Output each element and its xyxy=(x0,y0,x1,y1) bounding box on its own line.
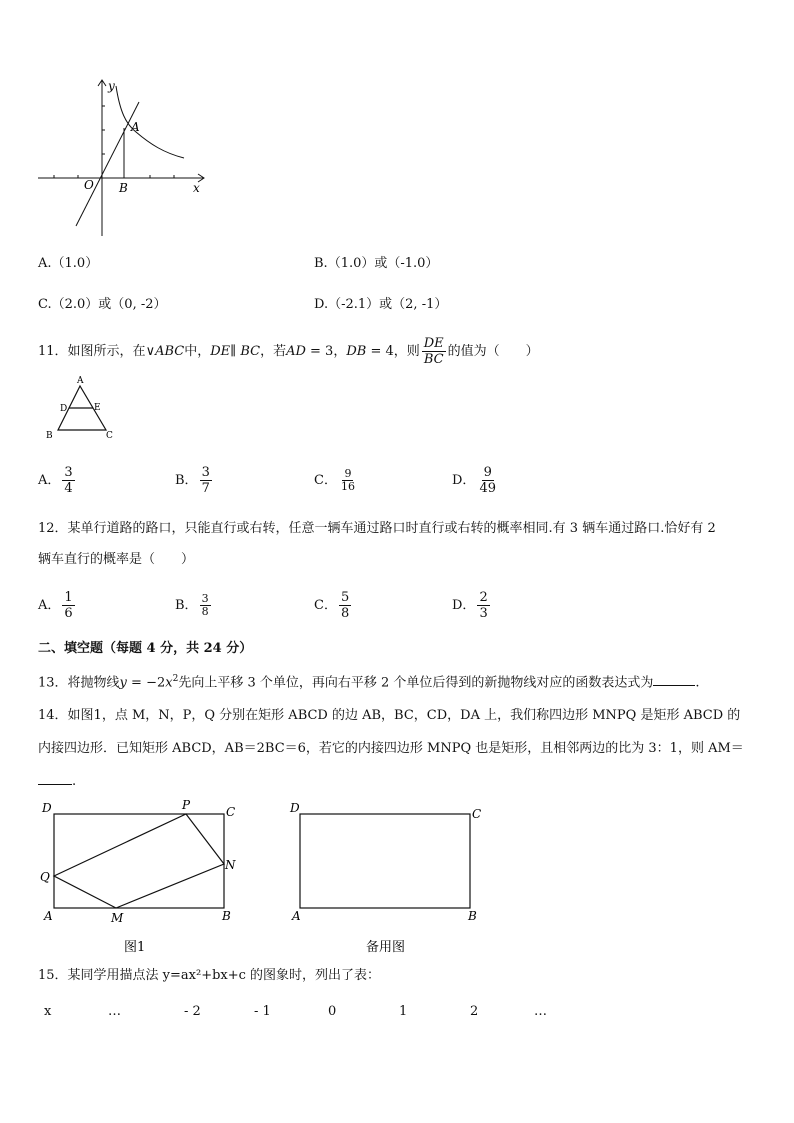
option-text: （2.0）或（0, -2） xyxy=(51,297,167,312)
option-fraction xyxy=(339,590,351,621)
vertex-d-label: D xyxy=(290,801,300,815)
option-key: A． xyxy=(38,473,61,488)
fraction-denominator: 8 xyxy=(201,605,209,618)
stem-text: = 4，则 xyxy=(366,344,420,359)
option-key: B. xyxy=(314,256,328,271)
q14-stem-line1: 14．如图1，点 M，N，P，Q 分别在矩形 ABCD 的边 AB，BC，CD，DA 上，我们称四边形 MNPQ 是矩形 ABCD 的 xyxy=(38,708,741,723)
stem-text: ，若 xyxy=(260,344,287,359)
stem-text: 中， xyxy=(184,344,211,359)
triangle-symbol: ∨ xyxy=(145,344,156,359)
q12-option-c[interactable] xyxy=(314,587,353,625)
q14-figure-1 xyxy=(36,796,246,958)
vertex-b-label: B xyxy=(468,909,477,923)
point-e-label: E xyxy=(94,403,101,413)
option-fraction xyxy=(200,465,212,496)
option-key: A. xyxy=(38,256,52,271)
fraction-denominator: 16 xyxy=(340,480,355,493)
option-text: （1.0） xyxy=(51,256,99,271)
fraction-numerator: 9 xyxy=(344,467,352,480)
parallel-symbol: ∥ xyxy=(230,344,237,359)
option-key: B． xyxy=(175,598,198,613)
q10-option-b[interactable] xyxy=(314,256,438,272)
q12-option-d[interactable] xyxy=(452,587,492,625)
q13-stem xyxy=(38,671,700,691)
option-key: A． xyxy=(38,598,61,613)
figure-caption: 备用图 xyxy=(366,940,406,955)
fraction-denominator: 7 xyxy=(201,481,210,496)
fraction-numerator: 3 xyxy=(64,465,73,480)
option-fraction xyxy=(62,465,74,496)
option-fraction xyxy=(62,590,74,621)
fraction-denominator: 4 xyxy=(64,481,73,496)
fraction-numerator: 1 xyxy=(64,590,73,605)
q12-stem-line1: 12．某单行道路的路口，只能直行或右转，任意一辆车通过路口时直行或右转的概率相同.有 3 辆车通过路口.恰好有 2 xyxy=(38,521,716,536)
exponent: 2 xyxy=(172,674,179,684)
stem-text: 的值为（ ） xyxy=(447,344,539,359)
option-fraction xyxy=(477,590,489,621)
point-m-label: M xyxy=(111,911,124,925)
triangle-name: ABC xyxy=(155,344,185,359)
fraction-numerator: 3 xyxy=(201,592,209,605)
fraction-numerator: 9 xyxy=(483,465,492,480)
vertex-c-label: C xyxy=(472,807,482,821)
vertex-a-label: A xyxy=(292,909,301,923)
q15-stem: 15．某同学用描点法 y=ax²+bx+c 的图象时，列出了表： xyxy=(38,968,381,983)
fraction-denominator: 8 xyxy=(340,606,350,621)
table-cell: - 1 xyxy=(254,1004,271,1019)
table-cell: … xyxy=(108,1004,121,1019)
segment-bc: BC xyxy=(240,344,261,359)
q10-option-a[interactable] xyxy=(38,256,98,272)
q11-stem xyxy=(38,336,539,367)
segment-ad: AD xyxy=(286,344,306,359)
q11-option-b[interactable] xyxy=(175,462,214,500)
vertex-b-label: B xyxy=(222,909,231,923)
vertex-d-label: D xyxy=(42,801,52,815)
point-d-label: D xyxy=(60,404,68,414)
option-fraction xyxy=(200,593,211,618)
table-cell: 0 xyxy=(328,1004,337,1019)
stem-text: = 3， xyxy=(305,344,347,359)
fraction-numerator: 2 xyxy=(479,590,488,605)
q14-figure-backup xyxy=(284,796,494,958)
option-key: C． xyxy=(314,473,337,488)
fraction-denominator: BC xyxy=(423,352,444,367)
table-cell: 1 xyxy=(399,1004,408,1019)
answer-blank[interactable] xyxy=(38,772,72,785)
segment-de: DE xyxy=(210,344,231,359)
q10-option-d[interactable] xyxy=(314,297,447,313)
point-b-label: B xyxy=(119,181,128,195)
table-cell: 2 xyxy=(470,1004,479,1019)
q12-stem-line2: 辆车直行的概率是（ ） xyxy=(38,552,195,567)
q15-table-row xyxy=(38,1004,578,1022)
question-number: 11． xyxy=(38,344,68,359)
vertex-c-label: C xyxy=(106,431,113,440)
q12-option-a[interactable] xyxy=(38,587,77,625)
q11-option-d[interactable] xyxy=(452,462,500,500)
var-y: y xyxy=(119,675,127,691)
vertex-b-label: B xyxy=(46,431,53,440)
segment-db: DB xyxy=(346,344,367,359)
q10-graph xyxy=(36,76,216,238)
figure-caption: 图1 xyxy=(124,940,146,955)
point-n-label: N xyxy=(225,858,236,872)
var-x: x xyxy=(165,675,173,691)
point-a-label: A xyxy=(131,120,140,134)
option-fraction xyxy=(477,465,498,496)
option-text: （1.0）或（-1.0） xyxy=(327,256,439,271)
section-title-fill-in: 二、填空题（每题 4 分，共 24 分） xyxy=(38,641,253,656)
option-key: D. xyxy=(314,297,329,312)
vertex-c-label: C xyxy=(226,805,236,819)
q10-option-c[interactable] xyxy=(38,297,167,313)
stem-text: 13．将抛物线 xyxy=(38,675,120,691)
q11-option-c[interactable] xyxy=(314,462,359,500)
option-key: C． xyxy=(314,598,337,613)
option-key: D． xyxy=(452,473,476,488)
vertex-a-label: A xyxy=(77,376,84,386)
option-fraction xyxy=(339,468,357,493)
table-cell: … xyxy=(534,1004,547,1019)
fraction-denominator: 49 xyxy=(479,481,496,496)
stem-text: . xyxy=(695,675,700,691)
y-axis-label: y xyxy=(108,79,115,93)
q12-option-b[interactable] xyxy=(175,587,213,625)
linear-function-line xyxy=(76,102,139,226)
table-cell: x xyxy=(44,1004,52,1019)
stem-text: . xyxy=(72,774,77,789)
fraction-numerator: 3 xyxy=(201,465,210,480)
rectangle-abcd xyxy=(300,814,470,908)
fraction-numerator: 5 xyxy=(340,590,350,605)
point-q-label: Q xyxy=(40,870,50,884)
q14-stem-line2: 内接四边形．已知矩形 ABCD，AB＝2BC＝6，若它的内接四边形 MNPQ 也是矩形，且相邻两边的比为 3：1，则 AM＝ xyxy=(38,741,744,756)
x-axis-label: x xyxy=(193,181,200,195)
q11-triangle-figure xyxy=(44,374,116,440)
option-key: D． xyxy=(452,598,476,613)
answer-blank[interactable] xyxy=(653,673,695,686)
q11-option-a[interactable] xyxy=(38,462,77,500)
fraction-numerator: DE xyxy=(423,336,444,351)
stem-text: 先向上平移 3 个单位，再向右平移 2 个单位后得到的新抛物线对应的函数表达式为 xyxy=(178,675,654,691)
vertex-a-label: A xyxy=(44,909,53,923)
origin-label: O xyxy=(84,178,94,192)
option-key: B． xyxy=(175,473,198,488)
rectangle-abcd xyxy=(54,814,224,908)
ratio-fraction xyxy=(422,336,446,367)
stem-text: 如图所示，在 xyxy=(67,344,146,359)
table-cell: - 2 xyxy=(184,1004,201,1019)
fraction-denominator: 3 xyxy=(479,606,488,621)
hyperbola-curve xyxy=(116,86,184,158)
stem-text: = −2 xyxy=(126,675,166,691)
option-key: C. xyxy=(38,297,52,312)
quadrilateral-mnpq xyxy=(54,814,224,908)
q14-stem-line3 xyxy=(38,772,76,790)
fraction-denominator: 6 xyxy=(64,606,73,621)
point-p-label: P xyxy=(182,798,191,812)
option-text: （-2.1）或（2, -1） xyxy=(328,297,448,312)
